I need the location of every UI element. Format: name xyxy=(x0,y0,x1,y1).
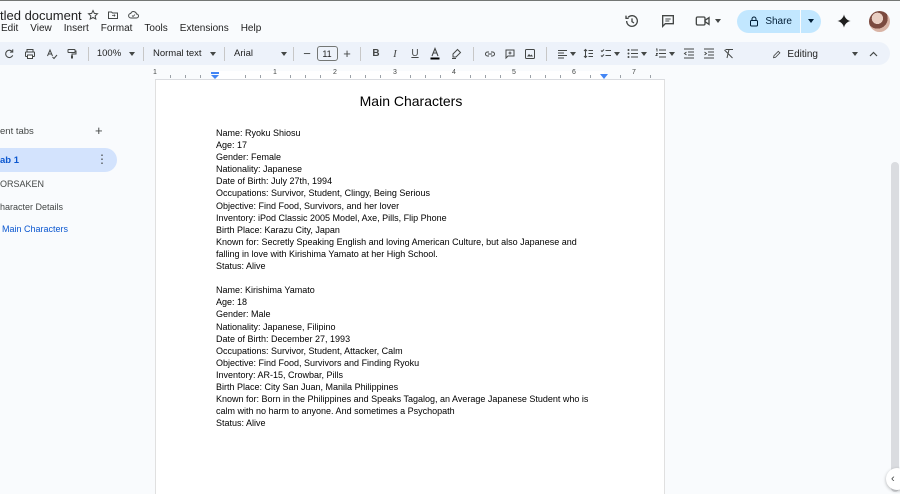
text-line: calm with no harm to anyone. And sometimes a Psychopath xyxy=(216,406,455,417)
text-line: Occupations: Survivor, Student, Attacker, Calm xyxy=(216,345,403,356)
text-line: Nationality: Japanese, Filipino xyxy=(216,321,336,332)
formatting-toolbar xyxy=(0,42,890,65)
print-icon[interactable] xyxy=(18,42,42,65)
ruler-number: 3 xyxy=(393,69,397,76)
comments-icon[interactable] xyxy=(657,10,679,32)
font-size-field[interactable] xyxy=(314,42,340,65)
gemini-sparkle-icon[interactable] xyxy=(833,10,855,32)
increase-font-size-button[interactable]: + xyxy=(343,46,351,61)
italic-icon[interactable]: I xyxy=(393,47,397,60)
menu-edit[interactable]: Edit xyxy=(1,23,19,34)
editing-label: Editing xyxy=(787,48,818,60)
align-icon[interactable] xyxy=(553,42,579,65)
document-page[interactable] xyxy=(155,80,665,494)
sidebar-tab-active[interactable] xyxy=(0,148,117,172)
document-title[interactable]: tled document xyxy=(0,8,82,23)
paragraph-style-select[interactable] xyxy=(150,42,218,65)
text-line: Date of Birth: December 27, 1993 xyxy=(216,333,351,344)
pencil-icon xyxy=(772,49,781,60)
text-line: falling in love with Kirishima Yamato at her High School. xyxy=(216,248,438,259)
menu-tools[interactable]: Tools xyxy=(144,23,168,34)
share-label: Share xyxy=(765,15,792,27)
sidebar-item-main-characters[interactable]: Main Characters xyxy=(2,224,69,234)
zoom-select[interactable] xyxy=(95,42,137,65)
zoom-value: 100% xyxy=(96,48,122,59)
chevron-down-icon xyxy=(210,52,216,56)
text-line: Objective: Find Food, Survivors and Finding Ryoku xyxy=(216,357,420,368)
bulleted-list-icon[interactable] xyxy=(623,42,651,65)
paint-format-icon[interactable] xyxy=(62,42,82,65)
meet-video-icon[interactable] xyxy=(693,10,723,32)
bold-icon[interactable]: B xyxy=(372,48,380,59)
text-color-icon[interactable] xyxy=(425,42,445,65)
text-line: Nationality: Japanese xyxy=(216,164,303,175)
menu-help[interactable]: Help xyxy=(240,23,262,34)
clear-formatting-icon[interactable] xyxy=(719,42,739,65)
font-size-value[interactable]: 11 xyxy=(317,46,338,61)
text-line: Inventory: AR-15, Crowbar, Pills xyxy=(216,369,344,380)
spellcheck-icon[interactable] xyxy=(42,42,62,65)
left-indent-marker-icon[interactable] xyxy=(210,72,220,80)
sidebar-item-character-details[interactable]: haracter Details xyxy=(0,202,64,212)
text-line xyxy=(216,272,606,284)
horizontal-ruler[interactable] xyxy=(155,69,665,80)
text-line: Status: Alive xyxy=(216,261,266,272)
share-dropdown-icon[interactable] xyxy=(801,10,821,33)
account-avatar[interactable] xyxy=(869,11,890,32)
text-line: Gender: Male xyxy=(216,309,271,320)
document-body[interactable] xyxy=(216,127,606,429)
cloud-saved-icon[interactable] xyxy=(126,8,140,22)
text-line: Status: Alive xyxy=(216,418,266,429)
title-bar xyxy=(0,0,900,42)
menu-extensions[interactable]: Extensions xyxy=(179,23,229,34)
text-line: Name: Ryoku Shiosu xyxy=(216,128,301,138)
ruler-number: 7 xyxy=(632,69,636,76)
font-select[interactable] xyxy=(231,42,287,65)
insert-image-icon[interactable] xyxy=(520,42,540,65)
text-line: Age: 17 xyxy=(216,140,248,151)
decrease-font-size-button[interactable]: − xyxy=(303,46,311,61)
sidebar-item-forsaken[interactable]: ORSAKEN xyxy=(0,179,45,189)
ruler-number: 5 xyxy=(512,69,516,76)
side-panel-toggle-icon[interactable]: ‹ xyxy=(886,468,900,490)
share-main[interactable] xyxy=(737,10,801,33)
menu-insert[interactable]: Insert xyxy=(63,23,89,34)
tab-label: ab 1 xyxy=(0,155,20,166)
document-tabs-header: ent tabs xyxy=(0,126,34,137)
text-line: Known for: Born in the Philippines and Speaks Tagalog, an Average Japanese Student who is xyxy=(216,394,589,405)
text-line: Objective: Find Food, Survivors, and her lover xyxy=(216,200,400,211)
decrease-indent-icon[interactable] xyxy=(679,42,699,65)
title-icons xyxy=(86,8,140,22)
text-line: Birth Place: Karazu City, Japan xyxy=(216,224,340,235)
style-value: Normal text xyxy=(153,48,202,59)
redo-icon[interactable] xyxy=(0,42,18,65)
increase-indent-icon[interactable] xyxy=(699,42,719,65)
more-options-icon[interactable]: ⋮ xyxy=(96,152,108,166)
move-folder-icon[interactable] xyxy=(106,8,120,22)
text-line: Inventory: iPod Classic 2005 Model, Axe, Pills, Flip Phone xyxy=(216,212,447,223)
chevron-down-icon xyxy=(129,52,135,56)
insert-link-icon[interactable] xyxy=(480,42,500,65)
chevron-down-icon xyxy=(852,52,858,56)
text-line: Birth Place: City San Juan, Manila Philippines xyxy=(216,381,399,392)
star-icon[interactable] xyxy=(86,8,100,22)
header-actions xyxy=(621,9,900,33)
menu-view[interactable]: View xyxy=(30,23,52,34)
underline-icon[interactable]: U xyxy=(411,48,419,59)
collapse-menus-icon[interactable] xyxy=(866,42,880,65)
checklist-icon[interactable] xyxy=(597,42,623,65)
ruler-number: 1 xyxy=(273,69,277,76)
text-line: Date of Birth: July 27th, 1994 xyxy=(216,176,333,187)
scrollbar-thumb[interactable] xyxy=(891,162,899,492)
highlight-color-icon[interactable] xyxy=(445,42,467,65)
numbered-list-icon[interactable] xyxy=(651,42,679,65)
text-line: Occupations: Survivor, Student, Clingy, Being Serious xyxy=(216,188,430,199)
lock-icon xyxy=(749,16,759,27)
add-comment-icon[interactable] xyxy=(500,42,520,65)
chevron-down-icon xyxy=(281,52,287,56)
editing-mode-select[interactable] xyxy=(762,45,858,63)
menu-format[interactable]: Format xyxy=(100,23,133,34)
text-line: Known for: Secretly Speaking English and loving American Culture, but also Japanese and xyxy=(216,236,577,247)
text-line: Name: Kirishima Yamato xyxy=(216,285,315,296)
version-history-icon[interactable] xyxy=(621,10,643,32)
ruler-number: 1 xyxy=(153,69,157,76)
ruler-number: 4 xyxy=(452,69,456,76)
menu-bar xyxy=(0,23,262,34)
document-heading: Main Characters xyxy=(359,93,463,109)
ruler-number: 2 xyxy=(333,69,337,76)
share-button[interactable] xyxy=(737,10,821,33)
text-line: Age: 18 xyxy=(216,297,248,308)
line-spacing-icon[interactable] xyxy=(579,42,597,65)
font-value: Arial xyxy=(234,48,254,59)
text-line: Gender: Female xyxy=(216,152,282,163)
add-tab-button[interactable]: + xyxy=(95,123,103,138)
ruler-number: 6 xyxy=(572,69,576,76)
